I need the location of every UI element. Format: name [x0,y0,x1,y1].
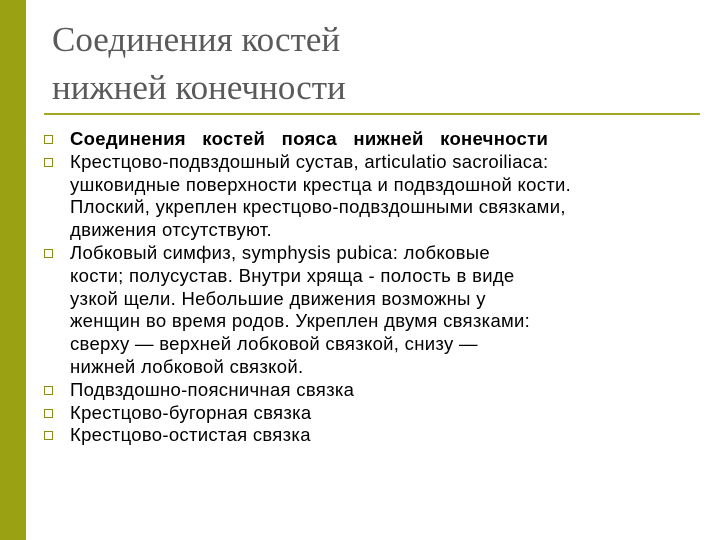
list-item-line: Крестцово-остистая связка [70,424,311,446]
list-item [44,151,684,242]
bullet-list [44,128,684,447]
list-item-line: Крестцово-бугорная связка [70,401,312,423]
square-bullet-icon [44,158,53,167]
list-item-line: узкой щели. Небольшие движения возможны у [70,287,486,309]
slide-title-line-2: нижней конечности [52,68,346,107]
title-divider [44,113,700,115]
list-item-line: движения отсутствуют. [70,219,272,241]
list-item-line: Лобковый симфиз, symphysis pubica: лобковые [70,241,490,263]
list-item-line: женщин во время родов. Укреплен двумя связками: [70,310,531,332]
list-item [44,242,684,379]
square-bullet-icon [44,135,53,144]
list-item-line: ушковидные поверхности крестца и подвздошной кости. [70,173,572,195]
slide-title [52,16,692,112]
list-item [44,402,684,425]
list-item-heading: Соединения костей пояса нижней конечности [70,128,549,149]
list-item [44,128,684,151]
square-bullet-icon [44,249,53,258]
list-item-line: нижней лобковой связкой. [70,355,304,377]
square-bullet-icon [44,431,53,440]
slide-title-line-1: Соединения костей [52,20,341,59]
list-item [44,379,684,402]
square-bullet-icon [44,386,53,395]
left-accent-bar [0,0,26,540]
list-item [44,424,684,447]
list-item-line: сверху — верхней лобковой связкой, снизу — [70,333,478,355]
list-item-line: Крестцово-подвздошный сустав, articulatio sacroiliaca: [70,150,549,172]
list-item-line: кости; полусустав. Внутри хряща - полость в виде [70,264,515,286]
square-bullet-icon [44,409,53,418]
list-item-line: Плоский, укреплен крестцово-подвздошными связками, [70,196,566,218]
list-item-line: Подвздошно-поясничная связка [70,378,355,400]
